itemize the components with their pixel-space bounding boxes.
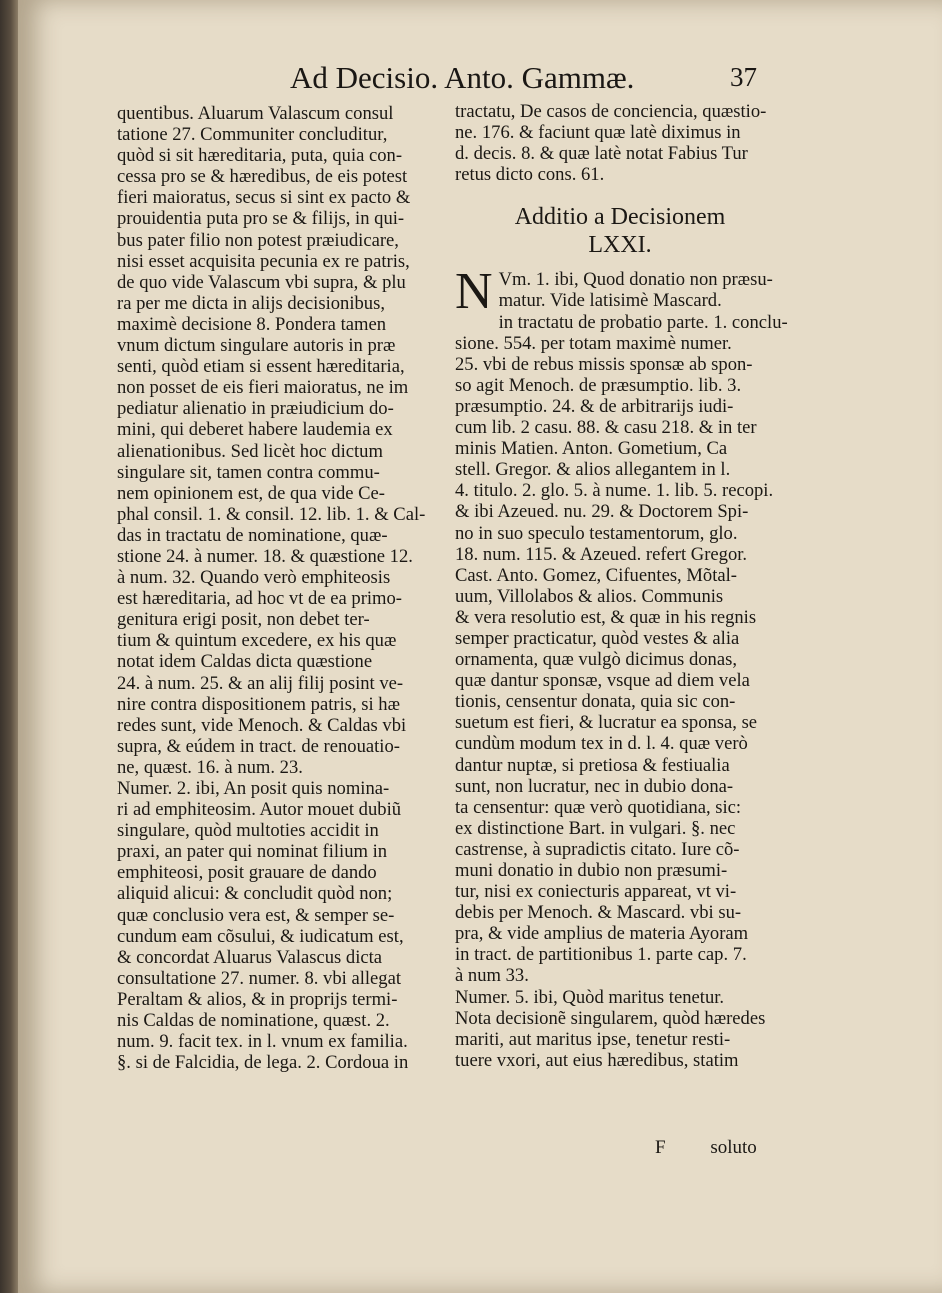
text-line: muni donatio in dubio non præsumi-	[455, 860, 728, 881]
running-title: Ad Decisio. Anto. Gammæ.	[290, 60, 635, 95]
text-line: sione. 554. per totam maximè numer.	[455, 332, 732, 354]
text-line: tur, nisi ex coniecturis appareat, vt vi-	[455, 881, 737, 903]
heading-line: LXXI.	[588, 232, 652, 259]
left-column	[117, 103, 427, 1073]
text-line: genitura erigi posit, non debet ter-	[117, 609, 370, 631]
text-line: mariti, aut maritus ipse, tenetur resti-	[455, 1028, 731, 1050]
text-line: no in suo speculo testamentorum, glo.	[455, 522, 738, 544]
text-line: pediatur alienatio in præiudicium do-	[117, 398, 394, 420]
text-line: ex distinctione Bart. in vulgari. §. nec	[455, 817, 736, 839]
text-line: nis Caldas de nominatione, quæst. 2.	[117, 1010, 390, 1032]
text-line: in tract. de partitionibus 1. parte cap. 7.	[455, 944, 747, 966]
text-line: singulare, quòd multoties accidit in	[117, 820, 379, 842]
text-line: Nota decisionẽ singularem, quòd hæredes	[455, 1007, 766, 1029]
heading-line: Additio a Decisionem	[514, 204, 726, 231]
text-line: tium & quintum excedere, ex his quæ	[117, 630, 397, 652]
text-line: 24. à num. 25. & an alij filij posint ve-	[117, 672, 404, 694]
text-line: vnum dictum singulare autoris in præ	[117, 335, 396, 357]
text-line: das in tractatu de nominatione, quæ-	[117, 524, 388, 546]
right-column-continuation	[455, 101, 785, 185]
text-line: 18. num. 115. & Azeued. refert Gregor.	[455, 543, 748, 565]
text-line: singulare sit, tamen contra commu-	[117, 461, 380, 483]
text-line: à num 33.	[455, 965, 529, 987]
text-line: retus dicto cons. 61.	[455, 164, 605, 186]
text-line: ornamenta, quæ vulgò dicimus donas,	[455, 649, 737, 671]
text-line: ra per me dicta in alijs decisionibus,	[117, 292, 385, 314]
text-line: minis Matien. Anton. Gometium, Ca	[455, 438, 728, 460]
text-line: d. decis. 8. & quæ latè notat Fabius Tur	[455, 143, 748, 165]
text-line: bus pater filio non potest præiudicare,	[117, 229, 399, 251]
text-line: tionis, censentur donata, quia sic con-	[455, 691, 736, 713]
text-line: fieri maioratus, secus si sint ex pacto &	[117, 187, 411, 209]
text-line: cundum eam cõsului, & iudicatum est,	[117, 925, 404, 947]
text-line: suetum est fieri, & lucratur ea sponsa, se	[455, 712, 758, 734]
text-line: de quo vide Valascum vbi supra, & plu	[117, 271, 406, 293]
text-line: stell. Gregor. & alios allegantem in l.	[455, 459, 731, 481]
text-line: stione 24. à numer. 18. & quæstione 12.	[117, 545, 413, 567]
text-line: tuere vxori, aut eius hæredibus, statim	[455, 1049, 739, 1071]
text-line: redes sunt, vide Menoch. & Caldas vbi	[117, 714, 407, 736]
text-line: so agit Menoch. de præsumptio. lib. 3.	[455, 374, 742, 396]
text-line: §. si de Falcidia, de lega. 2. Cordoua in	[117, 1052, 409, 1074]
text-line: cessa pro se & hæredibus, de eis potest	[117, 166, 408, 188]
text-line: quentibus. Aluarum Valascum consul	[117, 103, 394, 124]
book-gutter	[0, 0, 18, 1293]
catchword: soluto	[710, 1137, 757, 1158]
text-line: prouidentia puta pro se & filijs, in qui-	[117, 208, 405, 230]
text-line: & ibi Azeued. nu. 29. & Doctorem Spi-	[455, 501, 749, 523]
text-line: cum lib. 2 casu. 88. & casu 218. & in ter	[455, 417, 757, 439]
page-footer	[655, 1137, 757, 1159]
text-line: dantur nuptæ, si pretiosa & festiualia	[455, 754, 730, 776]
text-line: 4. titulo. 2. glo. 5. à nume. 1. lib. 5. recopi.	[455, 480, 774, 502]
text-line: alienationibus. Sed licèt hoc dictum	[117, 440, 383, 462]
text-line: est hæreditaria, ad hoc vt de ea primo-	[117, 588, 402, 610]
text-line: notat idem Caldas dicta quæstione	[117, 651, 373, 673]
text-line: num. 9. facit tex. in l. vnum ex familia.	[117, 1031, 408, 1053]
text-line: Peraltam & alios, & in proprijs termi-	[117, 988, 398, 1010]
text-line: mini, qui deberet habere laudemia ex	[117, 419, 393, 441]
text-line: sunt, non lucratur, nec in dubio dona-	[455, 775, 734, 797]
text-line: consultatione 27. numer. 8. vbi allegat	[117, 967, 402, 989]
text-line: & vera resolutio est, & quæ in his regnis	[455, 606, 757, 628]
text-line: in tractatu de probatio parte. 1. conclu-	[498, 311, 788, 333]
text-line: ne, quæst. 16. à num. 23.	[117, 756, 303, 778]
addition-body	[455, 263, 788, 1071]
right-column	[455, 101, 788, 1071]
text-line: aliquid alicui: & concludit quòd non;	[117, 883, 393, 905]
text-line: matur. Vide latisimè Mascard.	[498, 290, 722, 312]
text-line: castrense, à supradictis citato. Iure cõ-	[455, 838, 740, 860]
text-line: tatione 27. Communiter concluditur,	[117, 124, 388, 146]
text-line: ne. 176. & faciunt quæ latè diximus in	[455, 122, 741, 144]
text-line: uum, Villolabos & alios. Communis	[455, 585, 724, 607]
text-line: Cast. Anto. Gomez, Cifuentes, Mõtal-	[455, 564, 737, 586]
addition-heading	[455, 203, 785, 259]
text-line: tractatu, De casos de conciencia, quæstio-	[455, 101, 767, 122]
text-line: Numer. 2. ibi, An posit quis nomina-	[117, 778, 390, 799]
text-line: nisi esset acquisita pecunia ex re patris,	[117, 250, 410, 272]
text-line: debis per Menoch. & Mascard. vbi su-	[455, 902, 742, 924]
text-line: Vm. 1. ibi, Quod donatio non præsu-	[498, 269, 773, 291]
text-line: maximè decisione 8. Pondera tamen	[117, 313, 387, 335]
text-line: pra, & vide amplius de materia Ayoram	[455, 923, 749, 945]
text-line: Numer. 5. ibi, Quòd maritus tenetur.	[455, 986, 725, 1008]
text-line: à num. 32. Quando verò emphiteosis	[117, 567, 391, 589]
text-line: præsumptio. 24. & de arbitrarijs iudi-	[455, 395, 734, 417]
text-line: nem opinionem est, de qua vide Ce-	[117, 482, 385, 504]
signature-mark: F	[655, 1137, 666, 1158]
text-line: non posset de eis fieri maioratus, ne im	[117, 377, 409, 399]
drop-cap: N	[455, 263, 493, 321]
text-line: nire contra dispositionem patris, si hæ	[117, 693, 401, 715]
text-line: emphiteosi, posit grauare de dando	[117, 862, 377, 884]
text-line: quòd si sit hæreditaria, puta, quia con-	[117, 145, 403, 167]
text-line: ta censentur: quæ verò quotidiana, sic:	[455, 796, 742, 818]
text-line: quæ dantur sponsæ, vsque ad diem vela	[455, 670, 750, 692]
text-line: supra, & eúdem in tract. de renouatio-	[117, 735, 400, 757]
text-line: semper practicatur, quòd vestes & alia	[455, 627, 740, 649]
text-line: ri ad emphiteosim. Autor mouet dubiũ	[117, 799, 402, 821]
text-line: cundùm modum tex in d. l. 4. quæ verò	[455, 733, 748, 755]
text-line: quæ conclusio vera est, & semper se-	[117, 904, 395, 926]
text-line: praxi, an pater qui nominat filium in	[117, 841, 388, 863]
page-number: 37	[730, 62, 757, 92]
text-line: senti, quòd etiam si essent hæreditaria,	[117, 356, 405, 378]
text-line: 25. vbi de rebus missis sponsæ ab spon-	[455, 353, 753, 375]
text-line: phal consil. 1. & consil. 12. lib. 1. & Cal-	[117, 503, 426, 525]
text-line: & concordat Aluarus Valascus dicta	[117, 946, 383, 968]
